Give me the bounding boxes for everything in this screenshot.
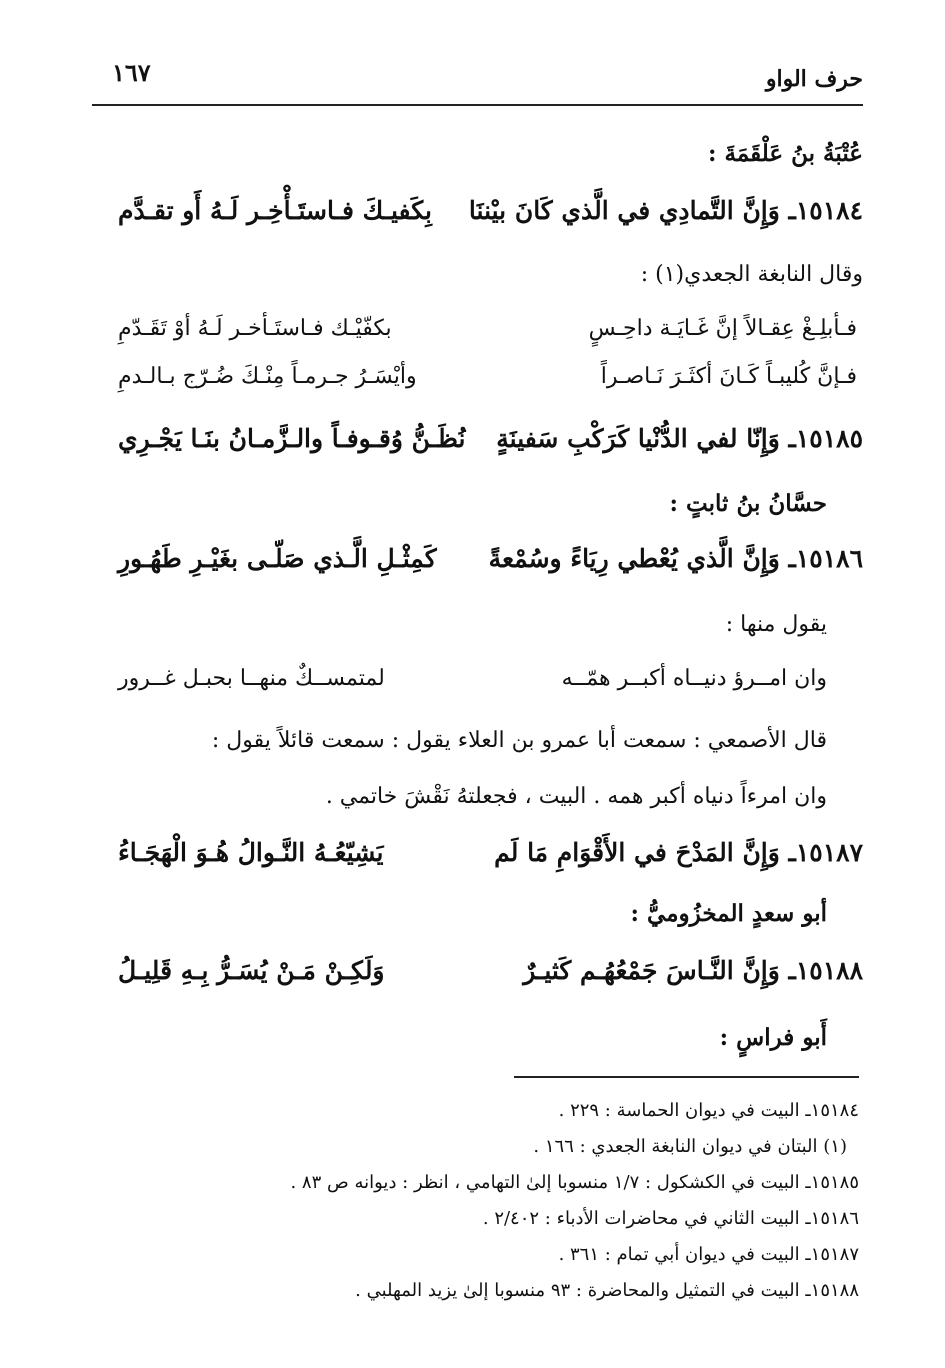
verse-second-hemistich: بكفّيْـك فـاستَـأخـر لَـهُ أوْ تَقَـدّمِ (118, 316, 392, 341)
verse-first-hemistich: ١٥١٨٤ـ وَإِنَّ التَّمادِي في الَّذي كَانَ بيْننَا (468, 196, 863, 225)
poet-name: أبو سعدٍ المخزُوميُّ : (630, 900, 827, 927)
poet-name: أَبو فراسٍ : (719, 1024, 827, 1051)
page-number: ١٦٧ (112, 58, 151, 87)
section-title: حرف الواو (765, 66, 863, 92)
footnote-rule (514, 1076, 859, 1078)
poet-name: حسَّانُ بنُ ثابتٍ : (669, 490, 827, 517)
verse-first-hemistich: فـأبلِـغْ عِقـالاً إنَّ غَـايَـة داحِـسٍ (588, 316, 857, 341)
poet-name: عُتْبَةُ بنُ عَلْقَمَةَ : (708, 140, 863, 167)
verse-second-hemistich: نُظَـنُّ وُقـوفـاً والـزَّمـانُ بنَـا يَجْـرِي (118, 424, 466, 453)
footnote: (١) البتان في ديوان النابغة الجعدي : ١٦٦ . (533, 1136, 847, 1157)
verse-second-hemistich: لمتمســكٌ منهــا بحبـل غــرور (118, 666, 385, 691)
verse-second-hemistich: بِكَفيـكَ فـاستَـأْخِـر لَـهُ أَو تقـدَّم (118, 196, 432, 225)
header-rule (92, 104, 863, 106)
prose-line: وان امرءاً دنياه أكبر همه . البيت ، فجعلتهُ نَقْشَ خاتمي . (325, 784, 827, 809)
verse-first-hemistich: ١٥١٨٧ـ وَإِنَّ المَدْحَ في الأَقْوَامِ مَا لَم (494, 838, 863, 867)
verse-first-hemistich: فـإنَّ كُليبـاً كَـانَ أكثَـرَ نَـاصـراً (600, 364, 857, 389)
verse-first-hemistich: ١٥١٨٨ـ وَإِنَّ النَّـاسَ جَمْعُهُـم كَثيـرٌ (523, 956, 863, 985)
verse-second-hemistich: يَشِيّعُـهُ النَّـوالُ هُـوَ الْهَجَـاءُ (118, 838, 384, 867)
verse-second-hemistich: وأيْسَـرُ جـرمـاً مِنْـكَ ضُـرّج بـالـدمِ (118, 364, 417, 389)
footnote: ١٥١٨٥ـ البيت في الكشكول : ١/٧ منسوبا إلىٰ التهامي ، انظر : ديوانه ص ٨٣ . (290, 1172, 859, 1193)
prose-line: قال الأصمعي : سمعت أبا عمرو بن العلاء يقول : سمعت قائلاً يقول : (211, 728, 827, 753)
verse-first-hemistich: ١٥١٨٦ـ وَإِنَّ الَّذي يُعْطي رِيَاءً وسُمْعةً (488, 544, 863, 573)
footnote: ١٥١٨٧ـ البيت في ديوان أبي تمام : ٣٦١ . (558, 1244, 859, 1265)
verse-second-hemistich: كَمِثْـلِ الَّـذي صَلّـى بغَيْـرِ طَهُـورِ (118, 544, 437, 573)
verse-first-hemistich: وان امــرؤ دنيــاه أكبــر همّــه (561, 666, 827, 691)
verse-second-hemistich: وَلَكِـنْ مَـنْ يُسَـرُّ بِـهِ قَلِيـلُ (118, 956, 385, 985)
footnote: ١٥١٨٦ـ البيت الثاني في محاضرات الأدباء : ٢/٤٠٢ . (482, 1208, 859, 1229)
footnote: ١٥١٨٨ـ البيت في التمثيل والمحاضرة : ٩٣ منسوبا إلىٰ يزيد المهلبي . (355, 1280, 859, 1301)
footnote: ١٥١٨٤ـ البيت في ديوان الحماسة : ٢٢٩ . (558, 1100, 859, 1121)
intro-line: يقول منها : (725, 612, 827, 637)
intro-line: وقال النابغة الجعدي(١) : (640, 262, 863, 287)
verse-first-hemistich: ١٥١٨٥ـ وَإِنّا لفي الدُّنْيا كَرَكْبِ سَفينَةٍ (496, 424, 863, 453)
